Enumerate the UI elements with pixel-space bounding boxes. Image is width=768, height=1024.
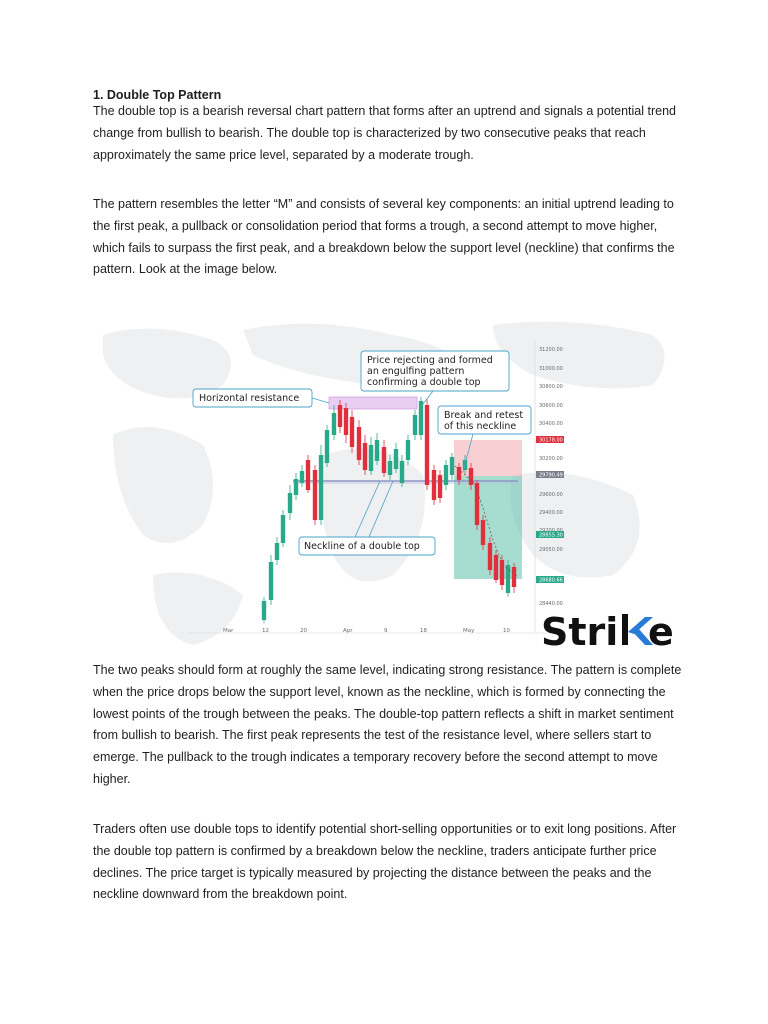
candle-bullish [300,471,304,483]
strike-logo [541,610,674,654]
candle-bullish [444,465,448,485]
candle-bullish [375,440,379,461]
double-top-chart [93,315,676,660]
annotation-retest-line1: Break and retest [444,410,524,421]
candle-bearish [306,460,310,490]
candle-bearish [512,567,516,587]
candle-bullish [281,515,285,543]
paragraph-peaks: The two peaks should form at roughly the same level, indicating strong resistance. The pattern is complete when the price drops below the support level, known as the neckline, which is formed by connecting the lowest points of the trough between the peaks. The double-top pattern reflects a shift in market sentiment from bullish to bearish. The first peak represents the test of the resistance level, where sellers start to emerge. The pullback to the trough indicates a temporary recovery before the second attempt to move higher. [93,663,682,786]
y-tick: 29050.00 [539,547,563,553]
price-tag-label: 29790.49 [539,472,563,479]
candle-bearish [432,470,436,500]
candle-bearish [338,405,342,427]
x-tick: 12 [262,628,269,634]
candle-bullish [369,445,373,471]
y-tick: 30400.00 [539,421,563,427]
candle-bearish [382,447,386,473]
price-tag-label: 28680.66 [539,577,563,584]
x-tick: May [463,628,475,634]
y-tick: 29400.00 [539,510,563,516]
candle-bearish [475,483,479,525]
x-tick: 18 [420,628,427,634]
candle-bullish [406,440,410,460]
candle-bullish [388,461,392,475]
annotation-engulfing-line3: confirming a double top [367,377,481,388]
candle-bullish [450,457,454,475]
candle-bullish [262,601,266,620]
annotation-engulfing-line1: Price rejecting and formed [367,355,493,366]
y-tick: 31200.00 [539,347,563,353]
candle-bullish [332,413,336,435]
candle-bullish [400,461,404,483]
double-top-chart-figure [93,315,676,660]
candle-bullish [294,479,298,495]
logo-text-stri: Stri [541,610,619,654]
candle-bearish [494,555,498,580]
x-tick: 10 [503,628,510,634]
paragraph-intro: The double top is a bearish reversal chart pattern that forms after an uptrend and signals a potential trend change from bullish to bearish. The double top is characterized by two consecutive peaks that reach approximately the same price level, separated by a moderate trough. [93,104,676,162]
x-tick: Mar [223,628,234,634]
candle-bearish [500,560,504,585]
logo-text-e: e [648,610,674,654]
candle-bearish [438,475,442,498]
candle-bearish [313,470,317,520]
candle-bullish [325,430,329,463]
y-tick: 30600.00 [539,403,563,409]
candle-bullish [288,493,292,513]
paragraph-trading: Traders often use double tops to identify potential short-selling opportunities or to exit long positions. After the double top pattern is confirmed by a breakdown below the neckline, traders anticipate further price declines. The price target is typically measured by projecting the distance between the peaks and the neckline downward from the breakdown point. [93,822,677,902]
annotation-resistance-label: Horizontal resistance [199,393,300,404]
candle-bullish [275,543,279,560]
y-tick: 29600.00 [539,492,563,498]
candle-bearish [488,543,492,570]
candle-bearish [363,443,367,470]
candle-bullish [269,562,273,600]
annotation-engulfing-line2: an engulfing pattern [367,366,465,377]
y-tick: 30800.00 [539,384,563,390]
candle-bearish [344,408,348,435]
resistance-zone [329,397,417,409]
y-tick: 31000.00 [539,366,563,372]
price-tag-label: 30178.00 [539,437,563,444]
candle-bullish [506,565,510,593]
x-tick: Apr [343,628,353,634]
y-tick: 30200.00 [539,456,563,462]
x-tick: 9 [384,628,388,634]
candle-bearish [481,520,485,545]
y-tick: 28440.00 [539,601,563,607]
candle-bullish [413,415,417,435]
candle-bullish [319,455,323,520]
candle-bullish [394,449,398,469]
candle-bearish [425,405,429,485]
candle-bearish [469,468,473,485]
candle-bearish [357,427,361,460]
stop-loss-zone [454,440,522,476]
candle-bullish [419,401,423,435]
candle-bearish [350,417,354,447]
x-tick: 20 [300,628,307,634]
annotation-retest-line2: of this neckline [444,421,517,432]
section-heading: 1. Double Top Pattern [93,88,222,102]
price-tag-label: 28855.30 [539,532,563,539]
candle-bearish [457,467,461,480]
annotation-neckline-label: Neckline of a double top [304,541,420,552]
paragraph-components: The pattern resembles the letter “M” and consists of several key components: an initial uptrend leading to the first peak, a pullback or consolidation period that forms a trough, a second attempt to move higher, which fails to surpass the first peak, and a breakdown below the support level (neckline) that confirms the pattern. Look at the image below. [93,197,675,277]
